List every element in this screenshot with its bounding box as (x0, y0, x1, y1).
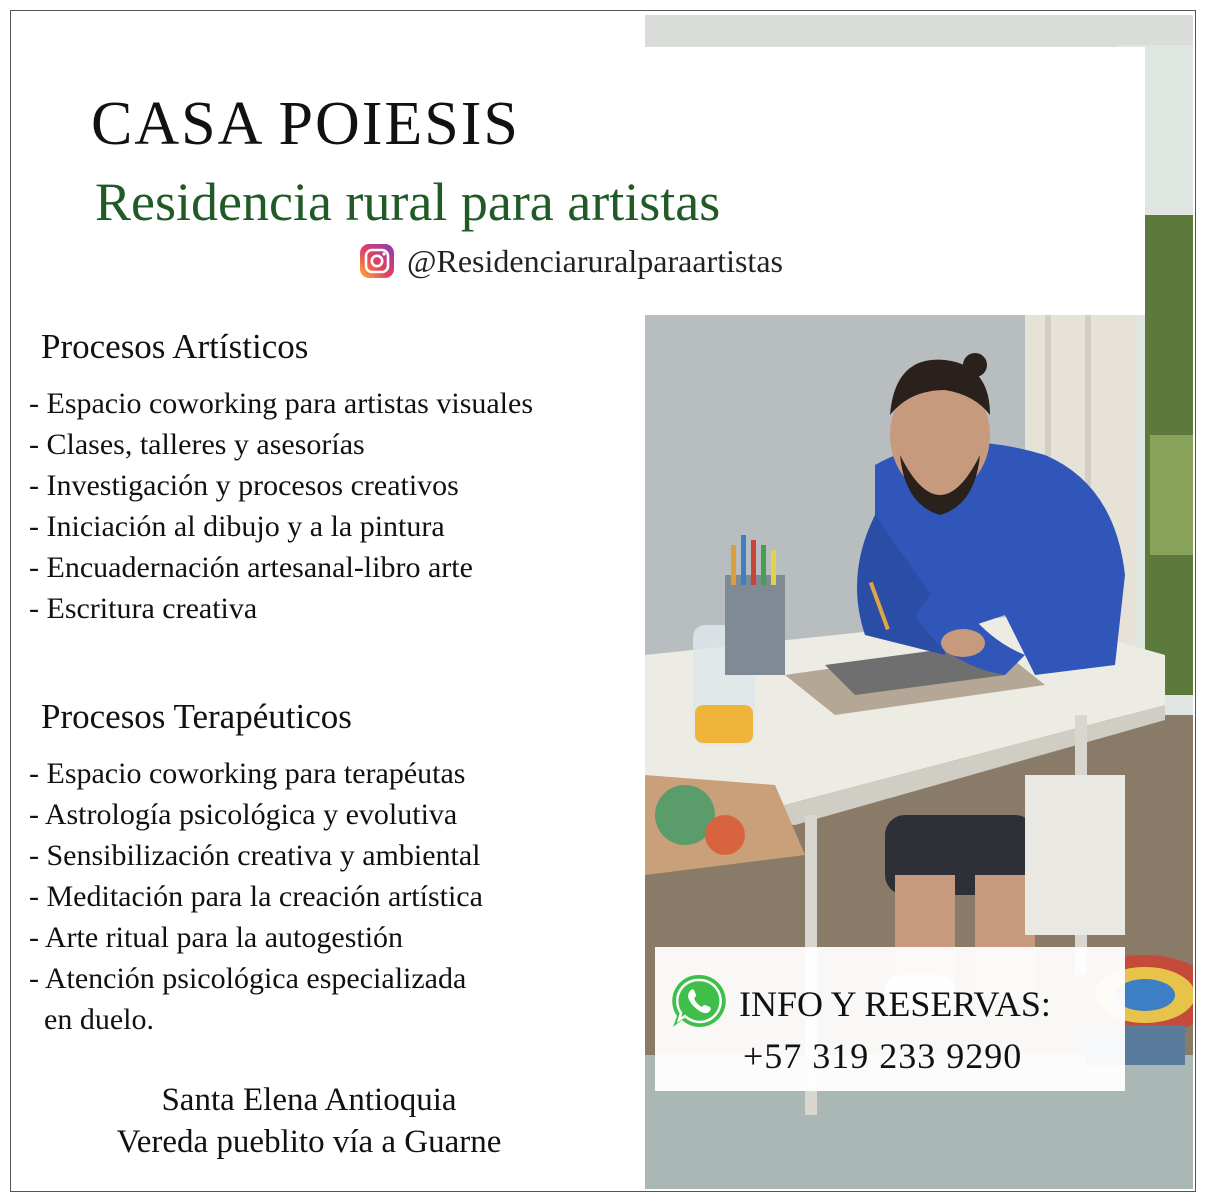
list-item: - Iniciación al dibujo y a la pintura (29, 510, 445, 543)
list-item: - Encuadernación artesanal-libro arte (29, 551, 473, 584)
artisticos-list (29, 383, 533, 629)
flyer (10, 10, 1196, 1192)
whatsapp-icon (669, 971, 729, 1031)
list-item: en duelo. (29, 1003, 154, 1036)
location-line-1: Santa Elena Antioquia (161, 1082, 457, 1118)
instagram-link[interactable] (359, 241, 783, 281)
section-title-artisticos: Procesos Artísticos (41, 327, 309, 366)
instagram-icon (359, 243, 395, 279)
page-subtitle: Residencia rural para artistas (95, 172, 721, 232)
list-item: - Meditación para la creación artística (29, 880, 483, 913)
contact-phone[interactable]: +57 319 233 9290 (743, 1036, 1023, 1076)
list-item: - Investigación y procesos creativos (29, 469, 459, 502)
list-item: - Atención psicológica especializada (29, 962, 467, 995)
list-item: - Astrología psicológica y evolutiva (29, 798, 458, 831)
contact-card[interactable] (655, 947, 1125, 1091)
list-item: - Espacio coworking para terapéutas (29, 757, 466, 790)
terapeuticos-list (29, 753, 483, 1040)
instagram-handle: @Residenciaruralparaartistas (407, 242, 783, 279)
list-item: - Escritura creativa (29, 592, 258, 625)
list-item: - Arte ritual para la autogestión (29, 921, 404, 954)
list-item: - Espacio coworking para artistas visuales (29, 387, 534, 420)
contact-label: INFO Y RESERVAS: (739, 984, 1051, 1024)
location-line-2: Vereda pueblito vía a Guarne (116, 1124, 502, 1160)
page-title: CASA POIESIS (91, 90, 520, 158)
list-item: - Clases, talleres y asesorías (29, 428, 365, 461)
location (99, 1079, 519, 1163)
list-item: - Sensibilización creativa y ambiental (29, 839, 481, 872)
section-title-terapeuticos: Procesos Terapéuticos (41, 697, 352, 736)
